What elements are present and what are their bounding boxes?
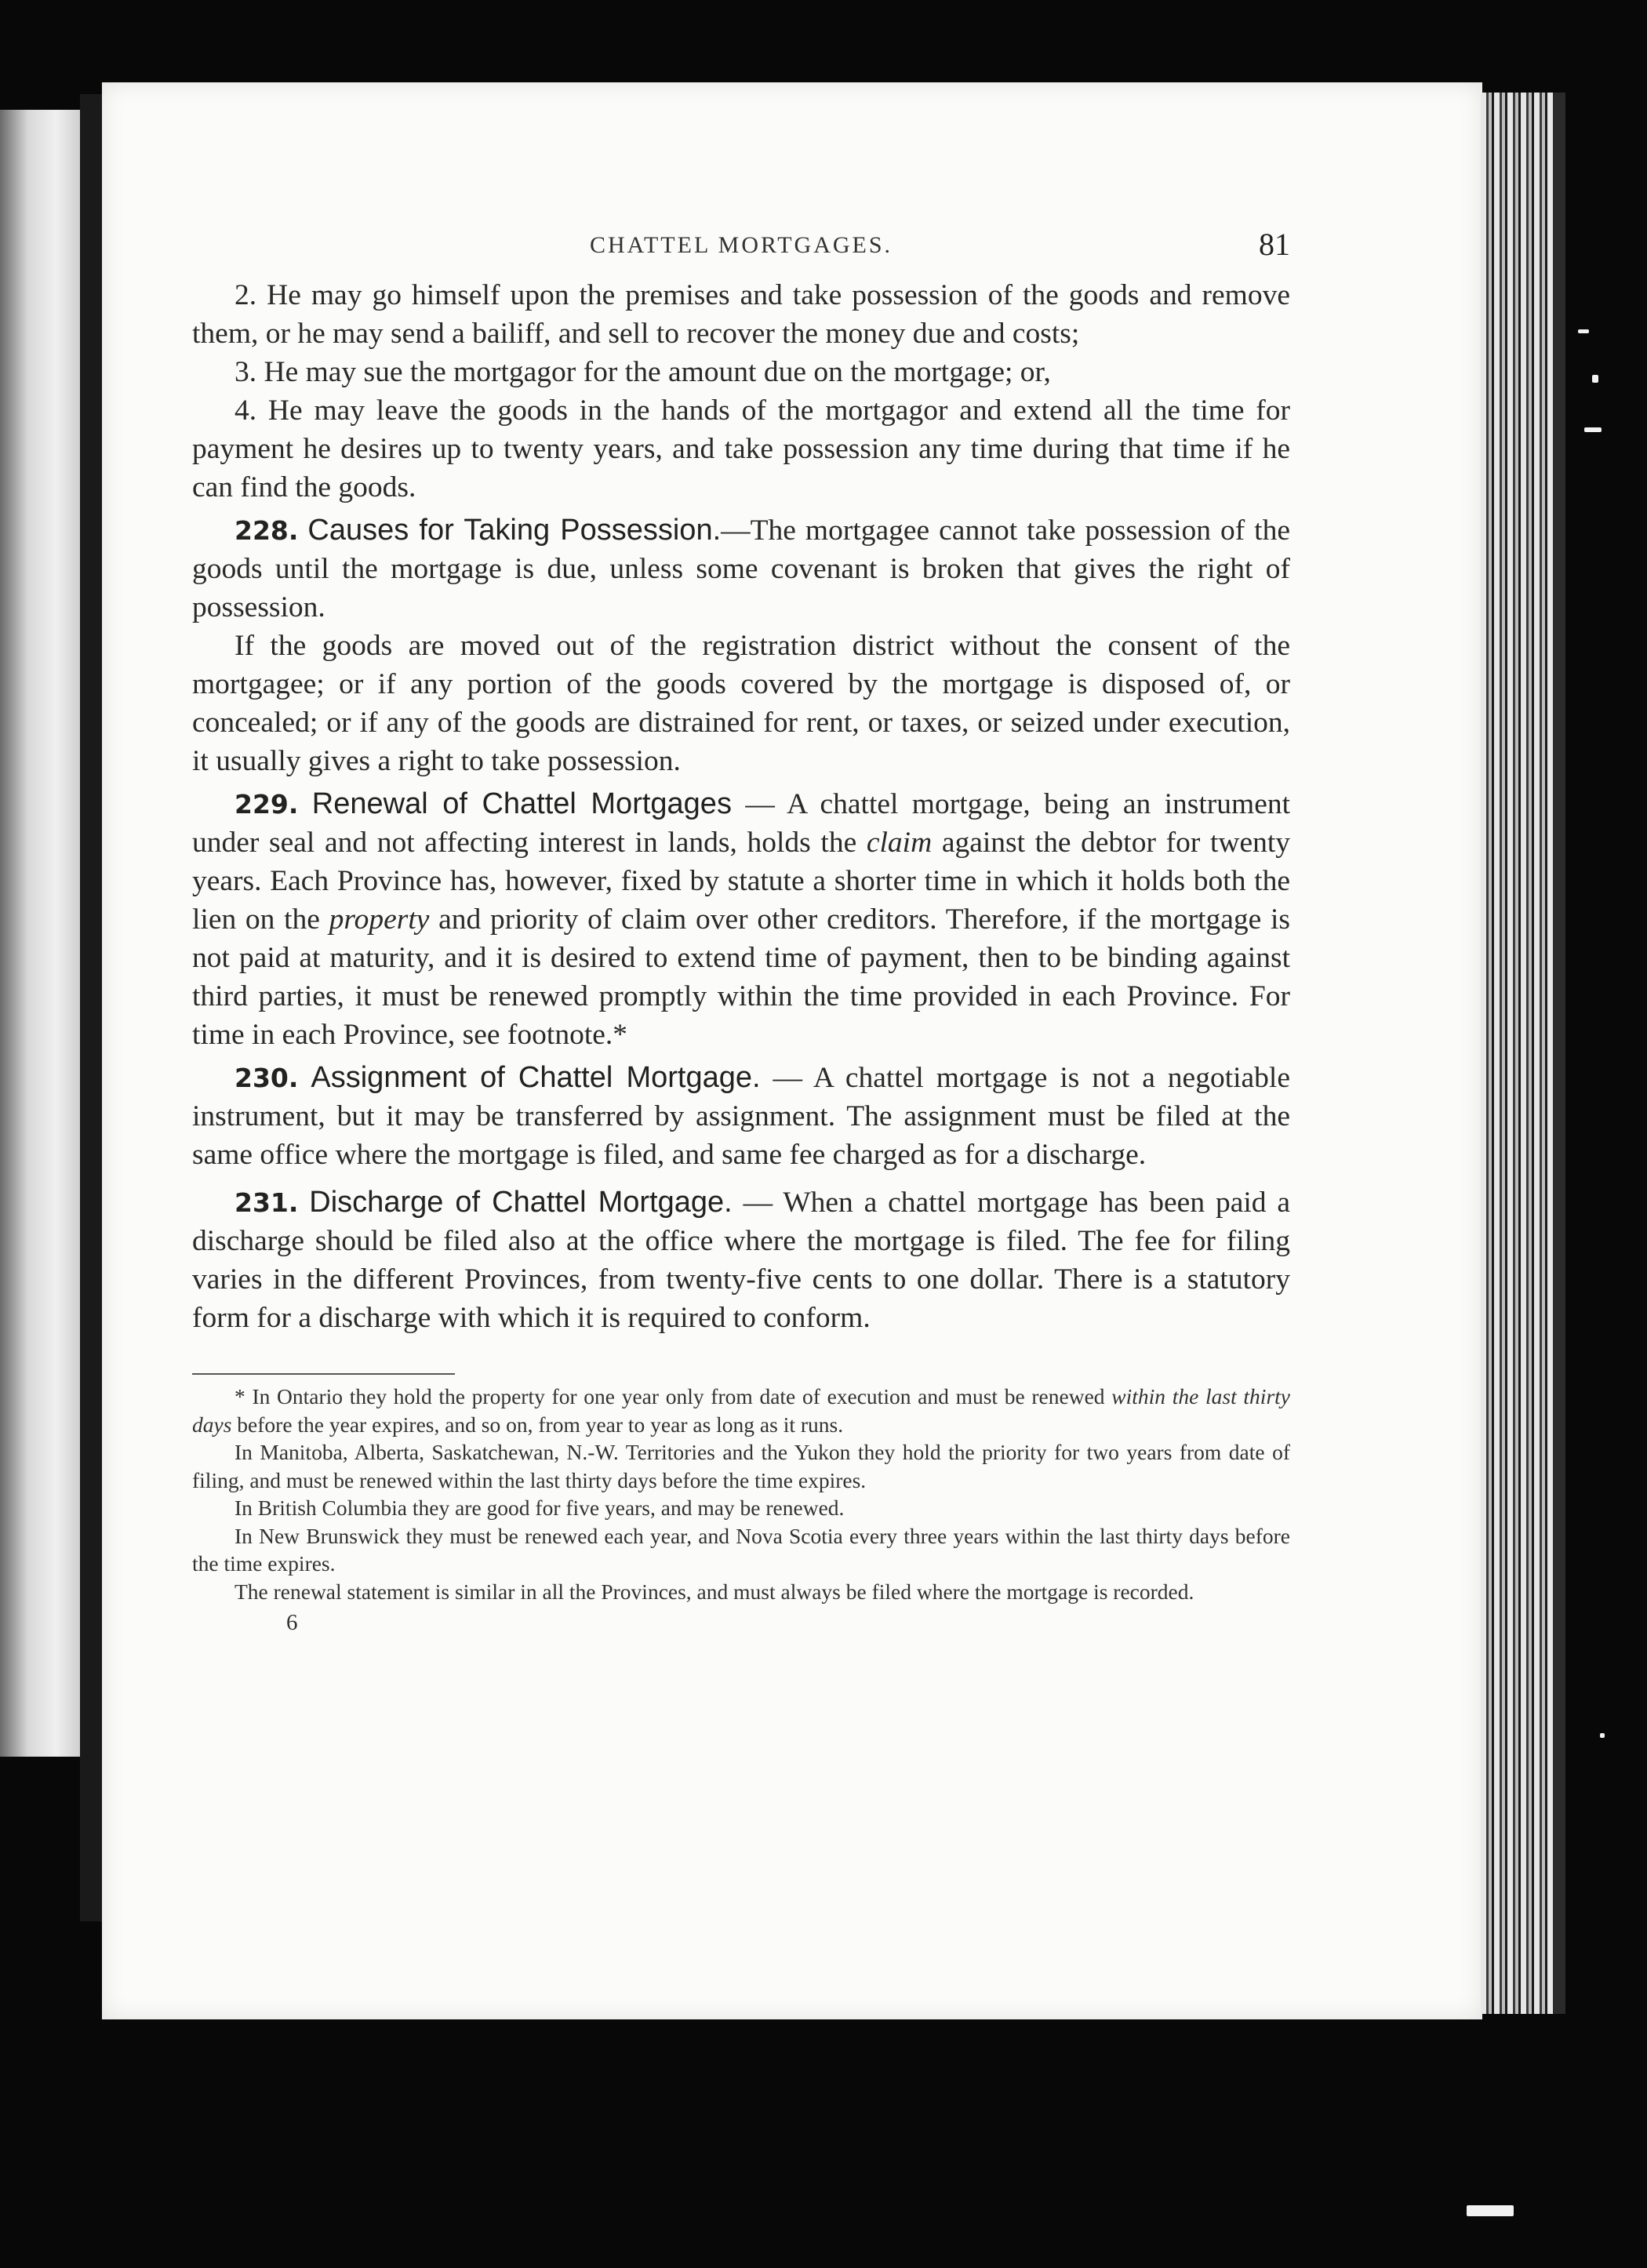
section-title: Discharge of Chattel Mortgage.	[309, 1186, 733, 1219]
dust-speck	[1467, 2205, 1514, 2216]
emphasis-claim: claim	[866, 827, 933, 859]
section-228	[192, 511, 1290, 627]
page-text-column	[192, 213, 1290, 1636]
section-title: Renewal of Chattel Mortgages	[311, 787, 732, 820]
footnote-renewal: The renewal statement is similar in all the Provinces, and must always be filed where the mortgage is recorded.	[235, 1579, 1194, 1604]
footnote-prairies: In Manitoba, Alberta, Saskatchewan, N.-W. Territories and the Yukon they hold the priority for two years from date of filing, and must be renewed within the last thirty days before the time expires.	[192, 1440, 1290, 1492]
section-title: Causes for Taking Possession.	[307, 514, 722, 547]
footnote-rule	[192, 1373, 455, 1375]
list-item: 3. He may sue the mortgagor for the amount due on the mortgage; or,	[235, 356, 1051, 388]
section-title: Assignment of Chattel Mortgage.	[311, 1061, 761, 1094]
running-head: CHATTEL MORTGAGES.	[589, 232, 893, 258]
footnote-emphasis: within the last thirty days	[192, 1384, 1290, 1437]
section-229	[192, 785, 1290, 1054]
section-body: — When a chattel mortgage has been paid a discharge should be filed also at the office where the mortgage is filed. The fee for filing varies in the different Provinces, from twenty-five cents to one dollar. There is a statutory form for a discharge with which it is required to conform.	[192, 1187, 1291, 1334]
footnote-text: before the year expires, and so on, from year to year as long as it runs.	[231, 1412, 844, 1437]
dust-speck	[1600, 1733, 1605, 1738]
left-page-edge	[0, 110, 80, 1757]
book-spine	[80, 94, 102, 1921]
section-paragraph: If the goods are moved out of the registration district without the consent of the mortgagee; or if any portion of the goods covered by the mortgage is disposed of, or concealed; or if any of the goods are distrained for rent, or taxes, or seized under execution, it usually gives a right to take possession.	[192, 630, 1290, 777]
section-230	[192, 1059, 1290, 1174]
page-header	[192, 213, 1290, 276]
signature-mark: 6	[286, 1610, 298, 1635]
section-number: 231.	[235, 1187, 299, 1218]
section-231	[192, 1183, 1290, 1337]
footnote-ontario	[192, 1383, 1290, 1438]
emphasis-property: property	[329, 903, 430, 936]
section-body: —The mortgagee cannot take possession of the goods until the mortgage is due, unless some covenant is broken that gives the right of possession.	[192, 514, 1290, 623]
dust-speck	[1578, 329, 1589, 333]
list-item: 4. He may leave the goods in the hands of the mortgagor and extend all the time for payment he desires up to twenty years, and take possession any time during that time if he can find the goods.	[192, 394, 1290, 503]
footnote-text: * In Ontario they hold the property for one year only from date of execution and must be renewed	[235, 1384, 1112, 1408]
page-edges	[1481, 93, 1553, 2014]
dust-speck	[1584, 427, 1602, 432]
page-edge-shadow	[1553, 93, 1565, 2014]
section-number: 228.	[235, 515, 299, 546]
section-body: and priority of claim over other creditors. Therefore, if the mortgage is not paid at maturity, and it is desired to extend time of payment, then to be binding against third parties, it must be renewed promptly within the time provided in each Province. For time in each Province, see footnote.*	[192, 903, 1291, 1051]
section-body: — A chattel mortgage, being an instrument under seal and not affecting interest in lands, holds the	[192, 788, 1291, 859]
list-item: 2. He may go himself upon the premises and take possession of the goods and remove them, or he may send a bailiff, and sell to recover the money due and costs;	[192, 279, 1290, 350]
section-number: 229.	[235, 789, 299, 820]
section-body: — A chattel mortgage is not a negotiable instrument, but it may be transferred by assignment. The assignment must be filed at the same office where the mortgage is filed, and same fee charged as for a discharge.	[192, 1062, 1290, 1171]
page-number: 81	[1259, 227, 1290, 262]
section-body: against the debtor for twenty years. Each Province has, however, fixed by statute a shorter time in which it holds both the lien on the	[192, 827, 1291, 936]
footnote-new-brunswick: In New Brunswick they must be renewed each year, and Nova Scotia every three years within the last thirty days before the time expires.	[192, 1523, 1290, 1576]
footnote-british-columbia: In British Columbia they are good for five years, and may be renewed.	[235, 1496, 845, 1520]
section-number: 230.	[235, 1063, 299, 1093]
dust-speck	[1592, 375, 1598, 383]
